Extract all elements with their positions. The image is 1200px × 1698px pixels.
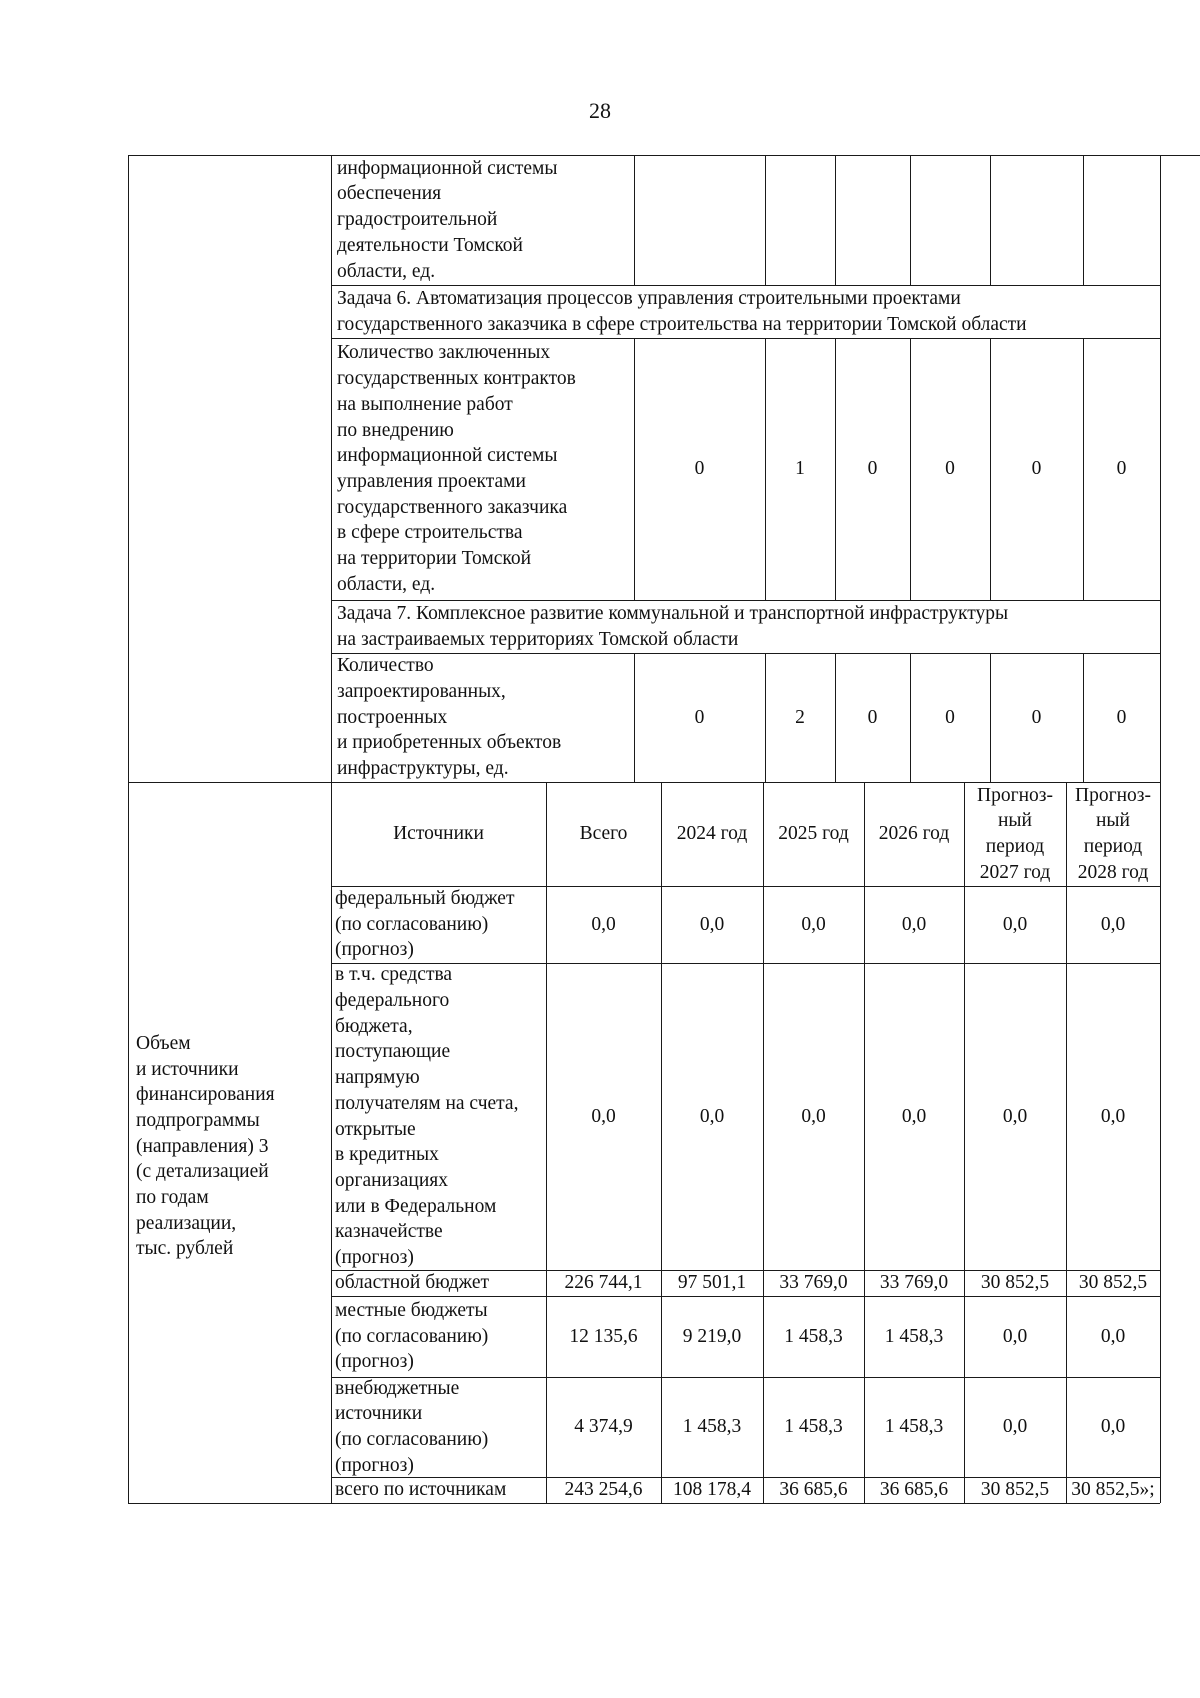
funding-header-text: 2024 год	[676, 823, 748, 845]
funding-value	[546, 1296, 661, 1377]
funding-value-text: 1 458,3	[884, 1325, 944, 1347]
funding-value	[661, 1377, 763, 1477]
funding-value	[546, 1477, 661, 1503]
table-left-border	[128, 155, 129, 1503]
funding-section-label-text: Объем и источники финансирования подпрограммы (направления) 3 (с детализацией по годам реализации, тыс. рублей	[136, 1032, 275, 1260]
table-right-border-upper	[1160, 155, 1161, 782]
funding-value-text: 0,0	[901, 1105, 927, 1127]
funding-value	[1066, 1296, 1160, 1377]
funding-value-text: 12 135,6	[569, 1325, 638, 1347]
indicator-value-contracts	[990, 338, 1083, 600]
funding-value-text: 0,0	[1100, 1105, 1126, 1127]
funding-value-text: 0,0	[1002, 1105, 1028, 1127]
funding-value-text: 0,0	[591, 913, 616, 935]
task-6-heading-text: Задача 6. Автоматизация процессов управления строительными проектами государственного заказчика в сфере строительства на территории Томской области	[337, 287, 1027, 335]
funding-value	[661, 886, 763, 963]
funding-source-label	[333, 1296, 544, 1377]
funding-value	[864, 1377, 964, 1477]
funding-value-text: 36 685,6	[779, 1479, 848, 1501]
funding-header	[763, 782, 864, 886]
funding-value-text: 0,0	[1100, 1416, 1126, 1438]
funding-source-label-text: федеральный бюджет (по согласованию) (прогноз)	[335, 887, 515, 961]
indicator-value-contracts-text: 0	[867, 458, 878, 480]
indicator-value-infrastructure-text: 0	[694, 706, 705, 728]
indicator-value-infrastructure	[1083, 653, 1160, 782]
funding-value	[763, 1270, 864, 1296]
indicator-value-contracts-text: 0	[694, 458, 705, 480]
funding-value	[763, 1377, 864, 1477]
funding-source-label	[333, 1377, 544, 1477]
table-top-border	[128, 155, 1200, 156]
funding-value-text: 1 458,3	[784, 1325, 843, 1347]
funding-value	[1066, 963, 1160, 1270]
funding-value	[964, 1377, 1066, 1477]
funding-value	[661, 963, 763, 1270]
funding-value	[1066, 1477, 1160, 1503]
funding-value-text: 30 852,5»;	[1071, 1479, 1155, 1501]
funding-value	[661, 1296, 763, 1377]
funding-source-label-text: местные бюджеты (по согласованию) (прогноз)	[335, 1299, 489, 1373]
indicator-label-gis	[335, 155, 630, 285]
indicator-label-infrastructure-text: Количество запроектированных, построенных и приобретенных объектов инфраструктуры, ед.	[337, 655, 562, 780]
task-6-heading	[335, 285, 1156, 338]
indicator-vline-0-4	[990, 155, 991, 285]
funding-value-text: 33 769,0	[879, 1272, 949, 1294]
funding-value-text: 0,0	[801, 913, 826, 935]
funding-value-text: 0,0	[1002, 1325, 1028, 1347]
funding-header-text: Прогноз- ный период 2027 год	[977, 784, 1053, 883]
indicator-value-infrastructure	[765, 653, 835, 782]
funding-value	[864, 886, 964, 963]
funding-value-text: 243 254,6	[564, 1479, 643, 1501]
indicator-value-contracts	[1083, 338, 1160, 600]
funding-source-label-text: в т.ч. средства федерального бюджета, поступающие напрямую получателям на счета, открытые в кредитных организациях или в Федеральном казначействе (прогноз)	[335, 964, 519, 1269]
funding-value-text: 33 769,0	[779, 1272, 848, 1294]
indicator-value-infrastructure-text: 0	[1116, 706, 1127, 728]
funding-header	[864, 782, 964, 886]
funding-header	[661, 782, 763, 886]
indicator-value-contracts	[910, 338, 990, 600]
indicator-value-contracts	[835, 338, 910, 600]
funding-value	[546, 963, 661, 1270]
indicator-vline-0-5	[1083, 155, 1084, 285]
funding-source-label	[333, 1270, 544, 1296]
indicator-value-contracts-text: 1	[795, 458, 805, 480]
funding-value	[763, 886, 864, 963]
funding-source-label	[333, 1477, 544, 1503]
funding-value-text: 0,0	[699, 913, 725, 935]
funding-value	[864, 963, 964, 1270]
funding-value-text: 36 685,6	[879, 1479, 949, 1501]
funding-value	[864, 1270, 964, 1296]
indicator-label-contracts	[335, 338, 630, 600]
funding-value-text: 0,0	[901, 913, 927, 935]
funding-source-label	[333, 886, 544, 963]
funding-value	[546, 1377, 661, 1477]
funding-value	[546, 1270, 661, 1296]
funding-value	[964, 886, 1066, 963]
indicator-vline-0-3	[910, 155, 911, 285]
funding-value	[1066, 1377, 1160, 1477]
table-right-border-lower	[1160, 782, 1161, 1503]
indicator-value-infrastructure	[835, 653, 910, 782]
indicator-value-infrastructure	[634, 653, 765, 782]
funding-value-text: 1 458,3	[682, 1416, 742, 1438]
funding-value-text: 0,0	[1002, 1416, 1028, 1438]
indicator-value-infrastructure	[990, 653, 1083, 782]
funding-value-text: 0,0	[591, 1105, 616, 1127]
funding-value	[1066, 886, 1160, 963]
funding-source-label-text: внебюджетные источники (по согласованию) (прогноз)	[335, 1377, 489, 1476]
funding-header	[546, 782, 661, 886]
funding-value-text: 97 501,1	[677, 1272, 747, 1294]
funding-value-text: 226 744,1	[564, 1272, 643, 1294]
task-7-heading-text: Задача 7. Комплексное развитие коммунальной и транспортной инфраструктуры на застраиваемых территориях Томской области	[337, 602, 1009, 650]
indicator-value-infrastructure-text: 0	[867, 706, 878, 728]
funding-value-text: 30 852,5	[980, 1479, 1050, 1501]
indicator-value-contracts-text: 0	[945, 458, 955, 480]
funding-value	[661, 1270, 763, 1296]
funding-value-text: 0,0	[801, 1105, 826, 1127]
funding-section-label	[134, 963, 327, 1330]
indicator-value-contracts-text: 0	[1031, 458, 1042, 480]
funding-value	[763, 1477, 864, 1503]
task-7-heading	[335, 600, 1156, 653]
funding-value	[1066, 1270, 1160, 1296]
funding-source-label-text: областной бюджет	[335, 1272, 490, 1294]
indicator-value-infrastructure-text: 2	[795, 706, 805, 728]
page-number: 28	[589, 98, 611, 123]
indicator-vline-0-2	[835, 155, 836, 285]
funding-value	[661, 1477, 763, 1503]
indicator-label-gis-text: информационной системы обеспечения градостроительной деятельности Томской области, ед.	[337, 157, 558, 282]
funding-value	[964, 1270, 1066, 1296]
funding-value-text: 0,0	[1100, 1325, 1126, 1347]
indicator-label-infrastructure	[335, 653, 630, 782]
funding-source-label-text: всего по источникам	[335, 1479, 507, 1501]
table-bottom-border	[128, 1503, 1160, 1504]
funding-value	[964, 963, 1066, 1270]
funding-value-text: 9 219,0	[682, 1325, 742, 1347]
funding-value-text: 1 458,3	[784, 1416, 843, 1438]
funding-value-text: 0,0	[1100, 913, 1126, 935]
indicator-vline-0-0	[634, 155, 635, 285]
indicator-value-contracts	[634, 338, 765, 600]
funding-header-text: 2026 год	[878, 823, 950, 845]
funding-value-text: 30 852,5	[980, 1272, 1050, 1294]
funding-header-text: Всего	[579, 823, 628, 845]
indicator-value-contracts	[765, 338, 835, 600]
funding-source-label	[333, 963, 544, 1270]
indicator-vline-0-1	[765, 155, 766, 285]
indicator-value-infrastructure	[910, 653, 990, 782]
funding-value	[964, 1477, 1066, 1503]
indicator-value-infrastructure-text: 0	[1031, 706, 1042, 728]
funding-value	[864, 1296, 964, 1377]
indicator-label-contracts-text: Количество заключенных государственных контрактов на выполнение работ по внедрению информационной системы управления проектами государственного заказчика в сфере строительства на территории Томской области, ед.	[337, 342, 576, 595]
funding-value-text: 30 852,5	[1078, 1272, 1148, 1294]
funding-value	[864, 1477, 964, 1503]
funding-value	[763, 1296, 864, 1377]
funding-value-text: 0,0	[1002, 913, 1028, 935]
funding-header	[331, 782, 546, 886]
funding-value	[763, 963, 864, 1270]
funding-header	[964, 782, 1066, 886]
funding-value-text: 108 178,4	[673, 1479, 751, 1501]
funding-value	[964, 1296, 1066, 1377]
indicator-value-contracts-text: 0	[1116, 458, 1127, 480]
funding-value-text: 1 458,3	[884, 1416, 944, 1438]
funding-value	[546, 886, 661, 963]
funding-value-text: 0,0	[699, 1105, 725, 1127]
indicator-value-infrastructure-text: 0	[945, 706, 955, 728]
funding-header-text: Прогноз- ный период 2028 год	[1075, 784, 1151, 883]
funding-header-text: 2025 год	[778, 823, 849, 845]
funding-header-text: Источники	[393, 823, 484, 845]
funding-value-text: 4 374,9	[574, 1416, 633, 1438]
funding-header	[1066, 782, 1160, 886]
